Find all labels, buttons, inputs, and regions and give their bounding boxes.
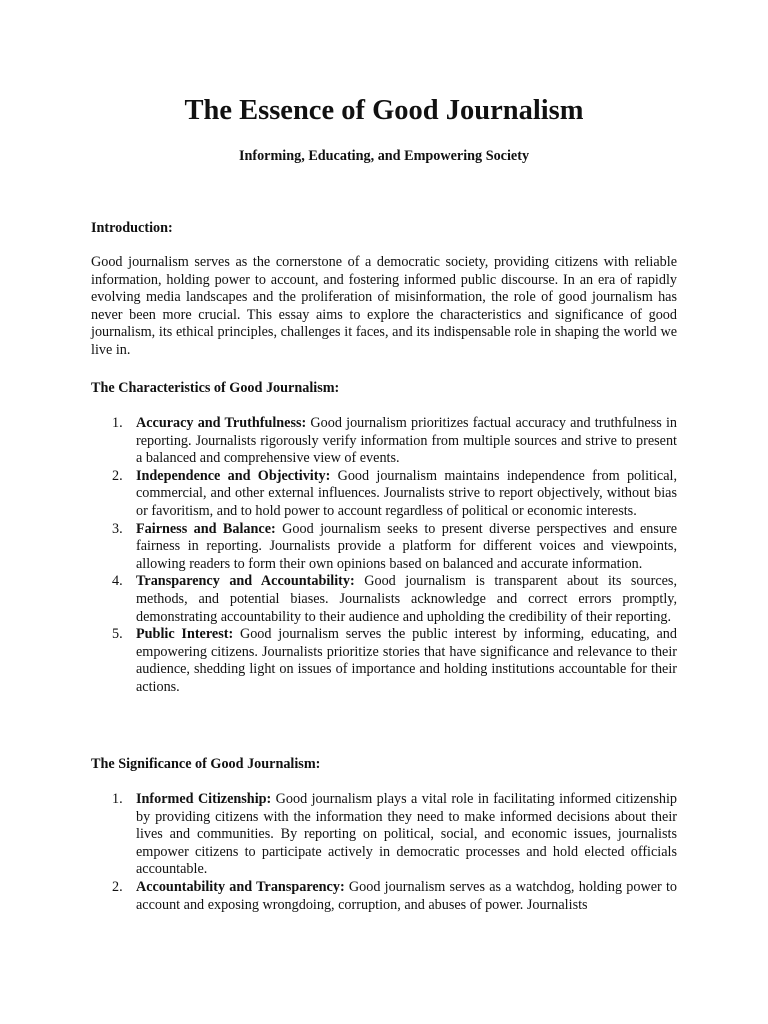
- list-item-term: Public Interest:: [136, 626, 234, 643]
- characteristics-list: [91, 415, 677, 697]
- list-item-number: 3.: [112, 520, 123, 537]
- list-item-term: Accuracy and Truthfulness:: [136, 415, 307, 431]
- list-item-number: 1.: [112, 791, 123, 807]
- list-item: [91, 791, 677, 879]
- significance-list: [91, 791, 677, 914]
- list-item-term: Fairness and Balance:: [136, 520, 276, 537]
- introduction-heading: Introduction:: [91, 220, 173, 236]
- list-item: [91, 573, 677, 626]
- list-item-number: 5.: [112, 626, 123, 643]
- list-item-text: Good journalism plays a vital role in facilitating informed citizenship by providing citizens with the information they need to make informed decisions about their lives and communities. By reporting on political, social, and economic issues, journalists empower citizens to participate actively in democratic processes and hold elected officials accountable.: [136, 791, 677, 878]
- list-item-number: 2.: [112, 467, 123, 484]
- list-item: [91, 879, 677, 914]
- list-item: [91, 468, 677, 521]
- list-item: [91, 626, 677, 696]
- list-item-number: 4.: [112, 573, 123, 590]
- list-item-number: 1.: [112, 415, 123, 431]
- document-title: The Essence of Good Journalism: [184, 95, 584, 126]
- list-item-term: Accountability and Transparency:: [136, 878, 345, 895]
- list-item-text: Good journalism serves as a watchdog, holding power to account and exposing wrongdoing, corruption, and abuses of power. Journalists: [136, 878, 677, 913]
- list-item-text: Good journalism serves the public interest by informing, educating, and empowering citizens. Journalists prioritize stories that have significance and relevance to their audience, shedding light on issues of importance and holding institutions accountable for their actions.: [136, 626, 677, 695]
- significance-heading: The Significance of Good Journalism:: [91, 756, 321, 772]
- list-item-term: Transparency and Accountability:: [136, 573, 355, 590]
- list-item-text: Good journalism seeks to present diverse perspectives and ensure fairness in reporting. Journalists provide a platform for different voices and viewpoints, allowing readers to form their own opinions based on balanced and accurate information.: [136, 520, 677, 572]
- list-item-term: Informed Citizenship:: [136, 791, 272, 807]
- list-item-number: 2.: [112, 878, 123, 895]
- list-item-text: Good journalism is transparent about its sources, methods, and potential biases. Journalists acknowledge and correct errors promptly, demonstrating accountability to their audience and upholding the credibility of their reporting.: [136, 573, 677, 625]
- document-subtitle: Informing, Educating, and Empowering Society: [238, 148, 530, 164]
- characteristics-heading: The Characteristics of Good Journalism:: [91, 380, 340, 396]
- list-item-text: Good journalism prioritizes factual accuracy and truthfulness in reporting. Journalists rigorously verify information from multiple sources and strive to present a balanced and comprehensive view of events.: [136, 415, 677, 467]
- introduction-paragraph: Good journalism serves as the cornerstone of a democratic society, providing citizens with reliable information, holding power to account, and fostering informed public discourse. In an era of rapidly evolving media landscapes and the proliferation of misinformation, the role of good journalism has never been more crucial. This essay aims to explore the characteristics and significance of good journalism, its ethical principles, challenges it faces, and its indispensable role in shaping the world we live in.: [91, 254, 677, 358]
- list-item: [91, 415, 677, 468]
- list-item-text: Good journalism maintains independence from political, commercial, and other external influences. Journalists strive to report objectively, without bias or favoritism, and to hold power to account regardless of political or economic interests.: [136, 467, 678, 519]
- list-item-term: Independence and Objectivity:: [136, 467, 331, 484]
- list-item: [91, 521, 677, 574]
